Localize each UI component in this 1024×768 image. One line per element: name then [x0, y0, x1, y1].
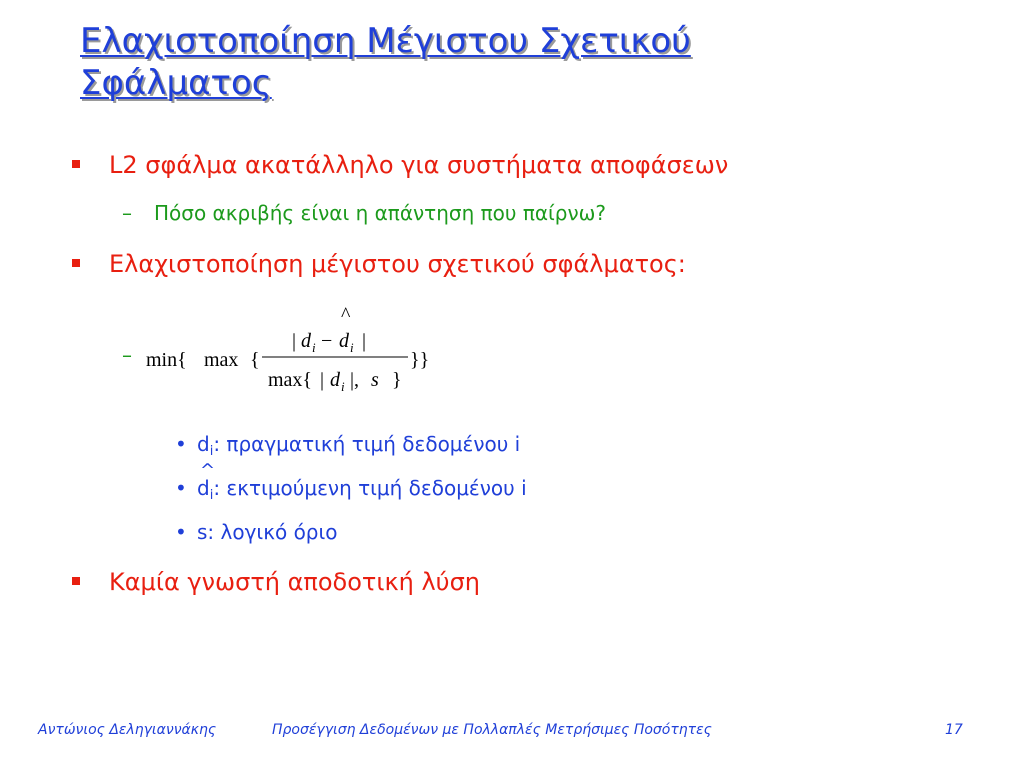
def-sub: i	[209, 444, 214, 459]
numerator-minus: −	[321, 330, 333, 352]
formula-dash: –	[122, 343, 132, 367]
dot-bullet: •	[175, 476, 187, 500]
sub-bullet-text: Πόσο ακριβής είναι η απάντηση που παίρνω?	[154, 201, 607, 225]
def-var: d	[197, 432, 210, 456]
square-bullet-icon	[72, 577, 80, 585]
def-sub: i	[209, 488, 214, 503]
bullet-text: Ελαχιστοποίηση μέγιστου σχετικού σφάλματος:	[109, 250, 686, 278]
slide-title-line2: Σφάλματος	[80, 63, 272, 103]
numerator-bar-right: |	[362, 330, 367, 352]
dash-bullet: –	[122, 201, 132, 225]
relative-error-formula	[140, 305, 460, 405]
numerator-hat: ^	[341, 305, 351, 326]
square-bullet-icon	[72, 259, 80, 267]
denominator-close: }	[392, 369, 402, 391]
square-bullet-icon	[72, 160, 80, 168]
footer-page-number: 17	[945, 722, 963, 738]
denominator-d: d	[330, 369, 340, 391]
numerator-d-hat-sub-i: i	[350, 340, 354, 355]
formula-min: min{	[146, 349, 187, 371]
dot-bullet: •	[175, 520, 187, 544]
numerator-d-hat: d	[339, 330, 349, 352]
slide-title-line1: Ελαχιστοποίηση Μέγιστου Σχετικού	[80, 21, 691, 61]
numerator-d: d	[301, 330, 311, 352]
denominator-max: max{	[268, 369, 313, 391]
numerator-sub-i: i	[312, 340, 316, 355]
denominator-s: s	[371, 369, 379, 391]
def-text: : εκτιμούμενη τιμή δεδομένου i	[213, 476, 527, 500]
formula-open-brace: {	[250, 349, 260, 371]
denominator-bar-comma: |,	[350, 369, 360, 391]
denominator-sub-i: i	[341, 379, 345, 394]
bullet-text: L2 σφάλμα ακατάλληλο για συστήματα αποφάσεων	[109, 151, 729, 179]
def-text: : πραγματική τιμή δεδομένου i	[213, 432, 521, 456]
footer-course: Προσέγγιση Δεδομένων με Πολλαπλές Μετρήσιμες Ποσότητες	[272, 722, 712, 738]
def-var-hat: ^ d	[197, 475, 210, 501]
numerator-bar-left: |	[292, 330, 297, 352]
footer-author: Αντώνιος Δεληγιαννάκης	[38, 722, 217, 738]
bullet-text: Καμία γνωστή αποδοτική λύση	[109, 568, 480, 596]
formula-close-braces: }}	[410, 349, 430, 371]
def-var: s	[197, 520, 208, 544]
formula-max: max	[204, 349, 239, 371]
dot-bullet: •	[175, 432, 187, 456]
def-text: : λογικό όριο	[207, 520, 338, 544]
slide-title	[80, 20, 980, 104]
denominator-bar-left: |	[320, 369, 325, 391]
